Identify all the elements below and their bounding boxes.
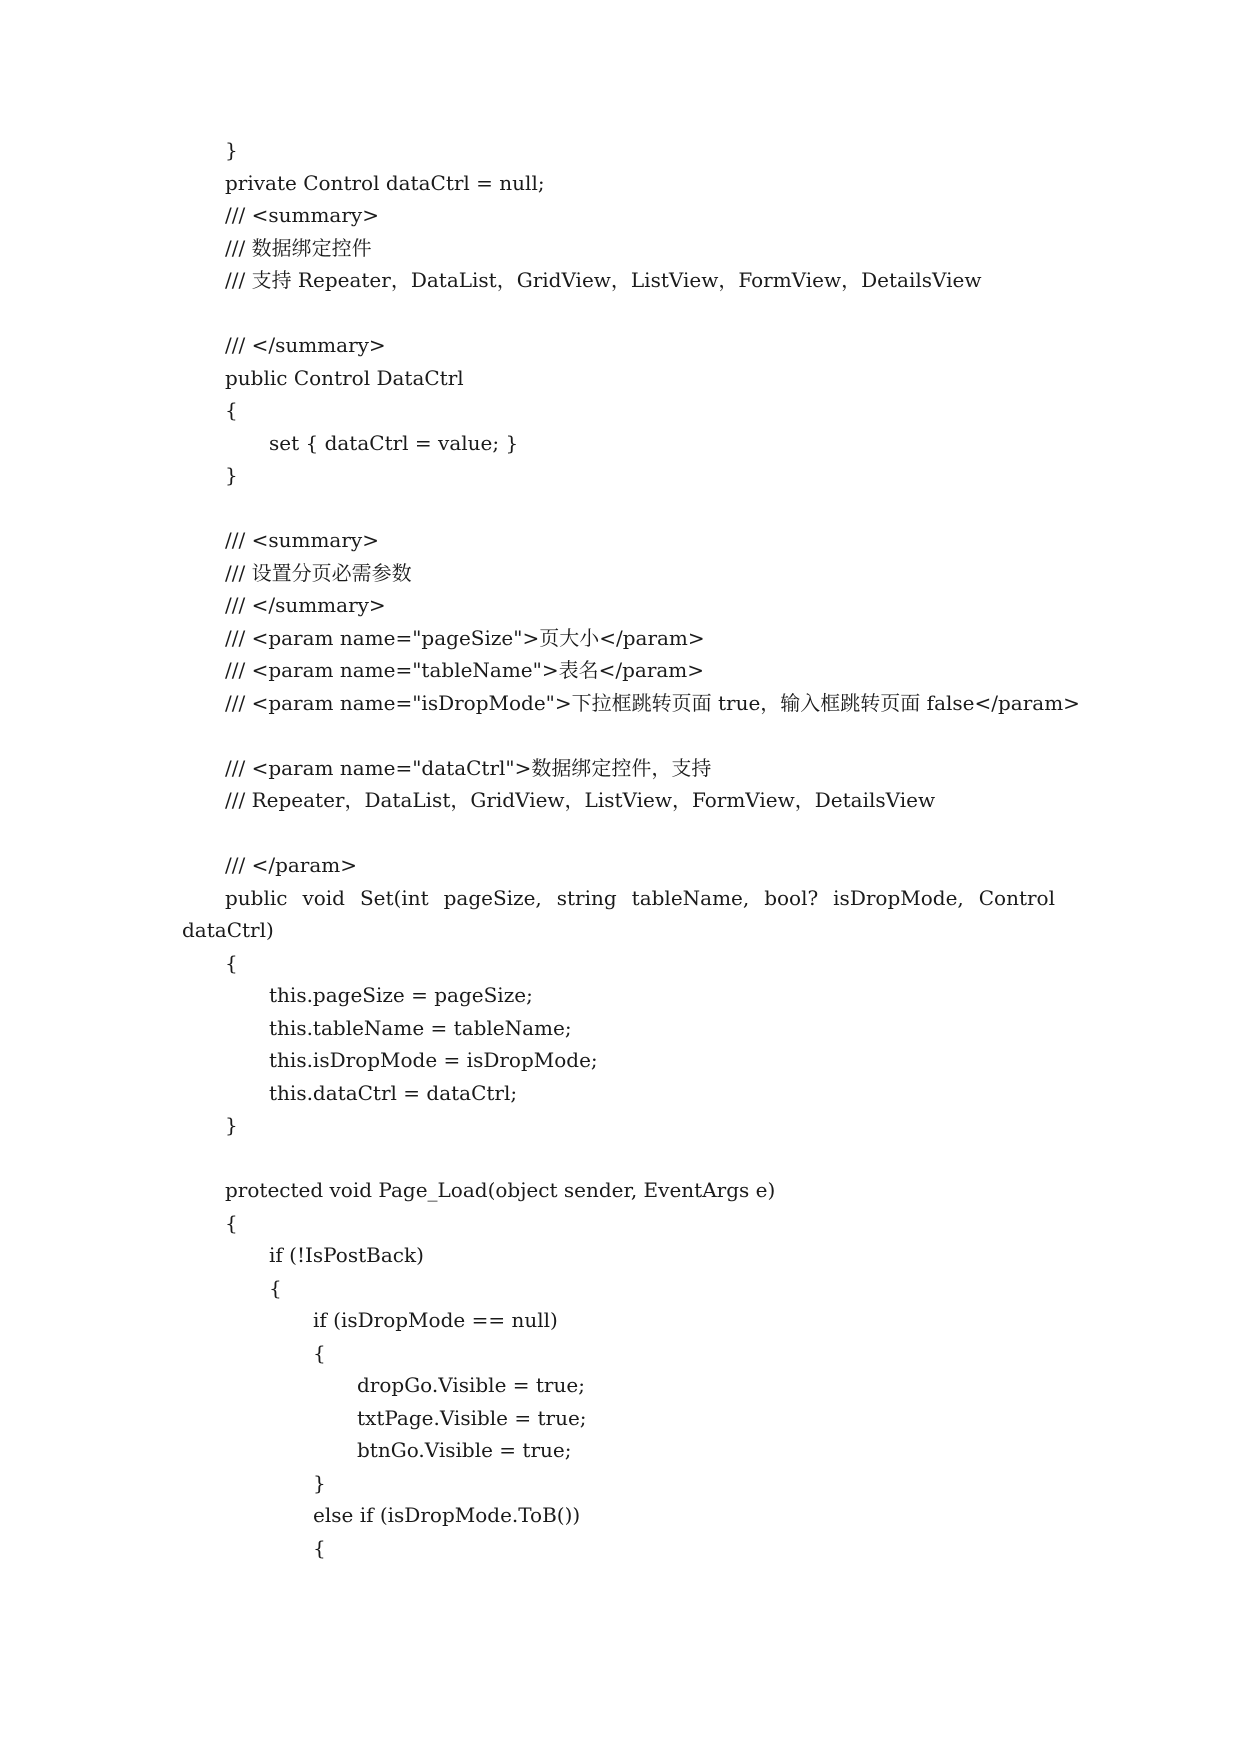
code-text: { (269, 1275, 282, 1300)
code-line (0, 979, 1241, 1012)
code-line (0, 1499, 1241, 1532)
code-token: public (225, 885, 288, 910)
code-token: tableName, (631, 885, 750, 910)
blank-line (0, 817, 1241, 850)
code-line (0, 167, 1241, 200)
code-text: /// 数据绑定控件 (225, 235, 372, 260)
code-line (0, 1467, 1241, 1500)
code-text: /// <summary> (225, 203, 379, 227)
code-text: } (225, 1113, 238, 1137)
code-line (0, 1174, 1241, 1207)
code-line (0, 557, 1241, 590)
code-text: this.isDropMode = isDropMode; (269, 1048, 598, 1072)
code-line (0, 199, 1241, 232)
code-line (0, 1012, 1241, 1045)
code-text: set { dataCtrl = value; } (269, 430, 519, 455)
code-text: { (313, 1340, 326, 1365)
code-line (0, 427, 1241, 460)
code-line (0, 1207, 1241, 1240)
code-line (0, 947, 1241, 980)
code-text: /// <summary> (225, 528, 379, 552)
blank-line (0, 297, 1241, 330)
code-line (0, 622, 1241, 655)
code-line (0, 524, 1241, 557)
code-text: /// </summary> (225, 593, 386, 617)
code-line (0, 394, 1241, 427)
code-text: /// </param> (225, 853, 358, 877)
code-line (0, 849, 1241, 882)
code-text: /// <param name="dataCtrl">数据绑定控件，支持 (225, 755, 712, 780)
code-text: this.pageSize = pageSize; (269, 983, 533, 1007)
code-line (0, 1304, 1241, 1337)
code-token: void (302, 885, 345, 910)
code-text: { (225, 1210, 238, 1235)
code-line (0, 329, 1241, 362)
code-token: pageSize, (443, 885, 542, 910)
code-text: public Control DataCtrl (225, 365, 464, 390)
code-line (0, 1272, 1241, 1305)
code-text: /// </summary> (225, 333, 386, 357)
code-text: dataCtrl) (182, 918, 274, 942)
code-line (0, 232, 1241, 265)
code-line (0, 882, 1241, 915)
code-text: /// 支持 Repeater，DataList，GridView，ListView，FormView，DetailsView (225, 268, 982, 292)
blank-line (0, 492, 1241, 525)
code-token: string (556, 885, 617, 910)
code-text: { (225, 398, 238, 422)
code-text: btnGo.Visible = true; (357, 1438, 572, 1462)
code-text: /// <param name="isDropMode">下拉框跳转页面 true，输入框跳转页面 false</param> (225, 690, 1080, 715)
code-line (0, 687, 1241, 720)
code-text: /// <param name="pageSize">页大小</param> (225, 625, 705, 650)
code-line (0, 1532, 1241, 1565)
code-token: isDropMode, (833, 885, 964, 910)
code-text: { (313, 1535, 326, 1560)
code-text: else if (isDropMode.ToB()) (313, 1503, 581, 1527)
code-text: dropGo.Visible = true; (357, 1373, 585, 1397)
code-text: private Control dataCtrl = null; (225, 170, 545, 195)
code-line (0, 1044, 1241, 1077)
code-text: protected void Page_Load(object sender, EventArgs e) (225, 1178, 776, 1202)
code-line (0, 784, 1241, 817)
code-line (0, 1369, 1241, 1402)
code-text: if (isDropMode == null) (313, 1308, 558, 1332)
code-line (0, 459, 1241, 492)
code-line (0, 1434, 1241, 1467)
code-text: { (225, 950, 238, 975)
code-line (0, 264, 1241, 297)
justified-code-text (225, 882, 1055, 915)
code-token: bool? (764, 885, 819, 910)
code-text: } (225, 138, 238, 162)
code-line (0, 1337, 1241, 1370)
code-line (0, 1402, 1241, 1435)
code-listing (0, 134, 1241, 1564)
code-token: Set(int (359, 885, 429, 910)
code-line (0, 1239, 1241, 1272)
code-line (0, 1077, 1241, 1110)
code-text: txtPage.Visible = true; (357, 1405, 587, 1430)
code-token: Control (978, 885, 1055, 910)
blank-line (0, 719, 1241, 752)
code-line (0, 752, 1241, 785)
code-line (0, 362, 1241, 395)
code-text: /// Repeater，DataList，GridView，ListView，FormView，DetailsView (225, 788, 936, 812)
code-text: /// 设置分页必需参数 (225, 560, 412, 585)
code-line (0, 1109, 1241, 1142)
code-text: } (313, 1470, 326, 1495)
code-text: if (!IsPostBack) (269, 1243, 424, 1267)
code-text: } (225, 463, 238, 487)
code-line (0, 589, 1241, 622)
code-text: this.tableName = tableName; (269, 1015, 572, 1040)
code-text: this.dataCtrl = dataCtrl; (269, 1080, 518, 1105)
code-line (0, 134, 1241, 167)
code-line (0, 654, 1241, 687)
code-line (0, 914, 1241, 947)
code-text: /// <param name="tableName">表名</param> (225, 658, 705, 682)
blank-line (0, 1142, 1241, 1175)
